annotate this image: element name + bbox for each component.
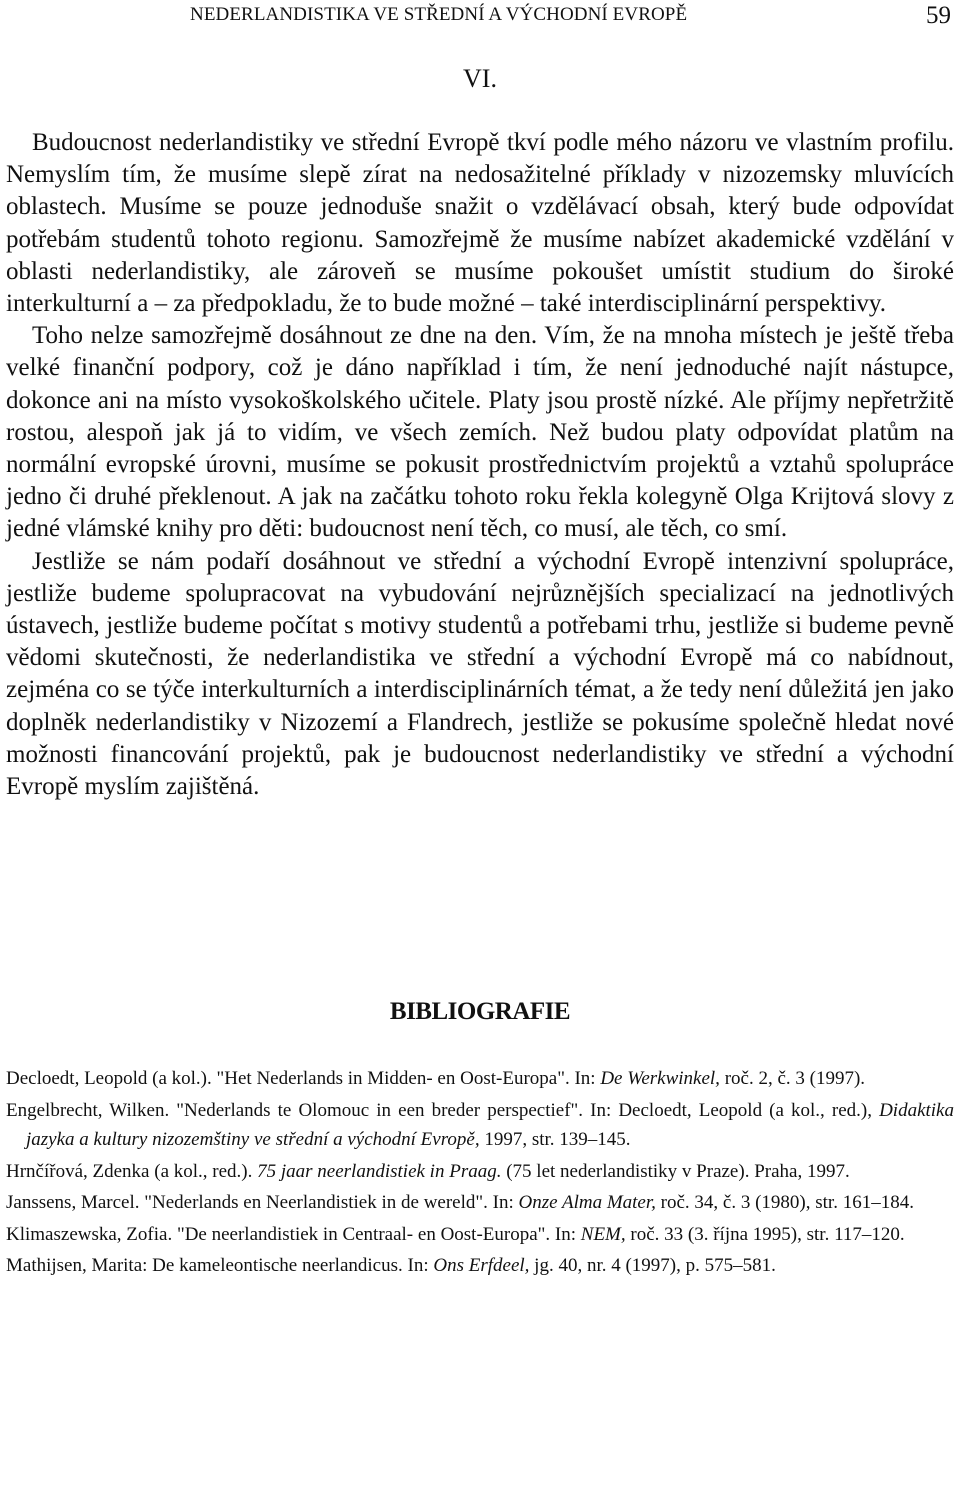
entry-text: Decloedt, Leopold (a kol.). "Het Nederlands in Midden- en Oost-Europa". In:: [6, 1068, 601, 1089]
entry-text: roč. 34, č. 3 (1980), str. 161–184.: [655, 1192, 914, 1213]
page-number: 59: [926, 2, 951, 29]
bibliography-entry: [6, 1064, 954, 1094]
paragraph: Toho nelze samozřejmě dosáhnout ze dne na den. Vím, že na mnoha místech je ještě třeba velké finanční podpory, což je dáno například i tím, že není jednoduché najít nástupce, dokonce ani na místo vysokoškolského učitele. Platy jsou prostě nízké. Ale příjmy nepřetržitě rostou, alespoň jak já to vidím, ve všech zemích. Než budou platy odpovídat platům na normální evropské úrovni, musíme se pokusit prostřednictvím projektů a vztahů spolupráce jedno či druhé překlenout. A jak na začátku tohoto roku řekla kolegyně Olga Krijtová slovy z jedné vlámské knihy pro děti: budoucnost není těch, co musí, ale těch, co smí.: [6, 322, 954, 543]
bibliography-entry: [6, 1251, 954, 1281]
entry-text: Mathijsen, Marita: De kameleontische neerlandicus. In:: [6, 1255, 434, 1276]
entry-text: Engelbrecht, Wilken. "Nederlands te Olomouc in een breder perspectief". In: Decloedt, Leopold (a kol., red.),: [6, 1099, 880, 1121]
entry-source-title: Onze Alma Mater,: [518, 1192, 656, 1213]
section-number: VI.: [463, 64, 497, 93]
bibliography-list: [6, 1064, 954, 1283]
entry-text: roč. 33 (3. října 1995), str. 117–120.: [625, 1223, 905, 1245]
paragraph: Jestliže se nám podaří dosáhnout ve střední a východní Evropě intenzivní spolupráce, jestliže budeme spolupracovat na vybudování nejrůznějších specializací na jednotlivých ústavech, jestliže budeme počítat s motivy studentů a potřebami trhu, jestliže si budeme pevně vědomi skutečnosti, že nederlandistika ve střední a východní Evropě má co nabídnout, zejména co se týče interkulturních a interdisciplinárních témat, a že tedy není důležitá jen jako doplněk nederlandistiky v Nizozemí a Flandrech, jestliže se pokusíme společně hledat nové možnosti financování projektů, pak je budoucnost nederlandistiky ve střední a východní Evropě myslím zajištěná.: [6, 547, 954, 801]
entry-source-title: Didaktika jazyka a kultury nizozemštiny ve střední a východní Evropě,: [26, 1099, 954, 1150]
paragraph: Budoucnost nederlandistiky ve střední Evropě tkví podle mého názoru ve vlastním profilu. Nemyslím tím, že musíme slepě zírat na nedosažitelné příklady v nizozemsky mluvících oblastech. Musíme se pouze jednoduše snažit o vzdělávací obsah, který bude odpovídat potřebám studentů tohoto regionu. Samozřejmě že musíme nabízet akademické vzdělání v oblasti nederlandistiky, ale zároveň se musíme pokoušet umístit studium do široké interkulturní a – za předpokladu, že to bude možné – také interdisciplinární perspektivy.: [6, 129, 954, 318]
entry-text: roč. 2, č. 3 (1997).: [719, 1068, 866, 1089]
bibliography-entry: [6, 1096, 954, 1155]
entry-text: jg. 40, nr. 4 (1997), p. 575–581.: [529, 1255, 776, 1276]
bibliography-entry: [6, 1188, 954, 1218]
bibliography-entry: [6, 1220, 954, 1250]
entry-text: 1997, str. 139–145.: [479, 1129, 631, 1150]
entry-text: Janssens, Marcel. "Nederlands en Neerlandistiek in de wereld". In:: [6, 1192, 519, 1213]
entry-source-title: De Werkwinkel,: [600, 1068, 720, 1089]
entry-source-title: Ons Erfdeel,: [433, 1255, 530, 1276]
entry-text: (75 let nederlandistiky v Praze). Praha, 1997.: [501, 1160, 850, 1182]
body-text: [6, 127, 954, 803]
bibliography-heading: BIBLIOGRAFIE: [389, 998, 571, 1025]
entry-text: Klimaszewska, Zofia. "De neerlandistiek in Centraal- en Oost-Europa". In:: [6, 1223, 581, 1245]
entry-source-title: NEM,: [580, 1223, 626, 1245]
entry-text: Hrnčířová, Zdenka (a kol., red.).: [6, 1160, 258, 1182]
running-title: NEDERLANDISTIKA VE STŘEDNÍ A VÝCHODNÍ EVROPĚ: [190, 4, 688, 25]
entry-source-title: 75 jaar neerlandistiek in Praag.: [257, 1160, 502, 1182]
bibliography-entry: [6, 1157, 954, 1187]
